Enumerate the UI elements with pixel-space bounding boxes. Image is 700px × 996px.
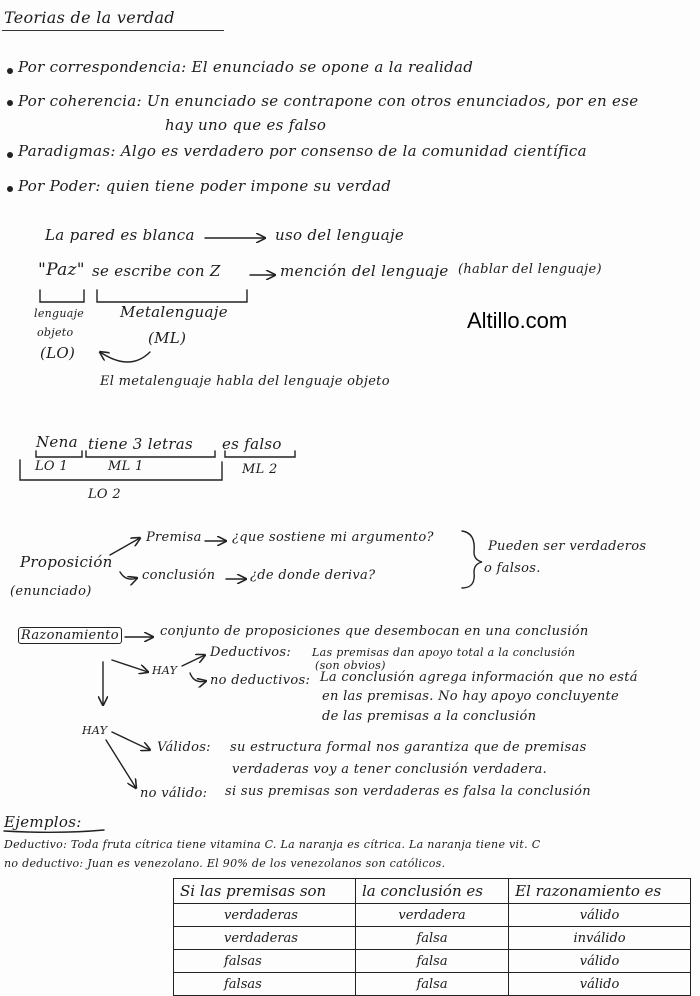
invalid-text: si sus premisas son verdaderas es falsa la conclusión — [225, 784, 591, 799]
level-ml2: ML 2 — [242, 462, 278, 477]
arrow-icon — [112, 660, 148, 672]
nondeductive-label: no deductivos: — [210, 673, 311, 688]
brace — [462, 531, 482, 588]
table-cell: verdaderas — [174, 927, 356, 950]
premise-label: Premisa — [146, 530, 202, 545]
arrow-icon — [120, 572, 137, 579]
theory-label: Por Poder: — [18, 177, 101, 195]
examples-heading: Ejemplos: — [4, 813, 82, 831]
watermark: Altillo.com — [467, 308, 568, 333]
example-nondeductive: no deductivo: Juan es venezolano. El 90% de los venezolanos son católicos. — [4, 857, 446, 870]
level-word-2: tiene 3 letras — [88, 435, 194, 453]
theory-text: quien tiene poder impone su verdad — [105, 177, 392, 195]
invalid-label: no válido: — [140, 786, 208, 801]
example-mention-quote: "Paz" — [38, 260, 85, 280]
reasoning-label: Razonamiento — [18, 627, 122, 644]
bracket-tiene — [86, 451, 215, 457]
table-header: la conclusión es — [355, 879, 508, 904]
nondeductive-text-3: de las premisas a la conclusión — [322, 709, 537, 724]
table-cell: falsa — [355, 927, 508, 950]
theory-text: Algo es verdadero por consenso de la comunidad científica — [120, 142, 587, 160]
object-language-label: lenguaje — [34, 307, 85, 320]
level-lo2: LO 2 — [88, 487, 121, 502]
hay-label-2: HAY — [82, 724, 108, 737]
valid-text-1: su estructura formal nos garantiza que de premisas — [230, 740, 587, 755]
table-cell: verdaderas — [174, 904, 356, 927]
hay-label-1: HAY — [152, 664, 178, 677]
table-cell: válido — [509, 904, 691, 927]
metalanguage-sentence: El metalenguaje habla del lenguaje objeto — [100, 374, 390, 389]
theory-coherence-line2: hay uno que es falso — [165, 116, 327, 134]
bracket-falso — [225, 451, 295, 457]
example-deductive: Deductivo: Toda fruta cítrica tiene vitamina C. La naranja es cítrica. La naranja tiene vit. C — [4, 838, 541, 851]
level-word-3: es falso — [222, 435, 282, 453]
table-header: Si las premisas son — [174, 879, 356, 904]
conclusion-question: ¿de donde deriva? — [250, 568, 376, 583]
deductive-note: (son obvios) — [315, 659, 386, 672]
level-lo1: LO 1 — [35, 459, 68, 474]
example-mention-sentence: se escribe con Z — [92, 262, 221, 280]
table-cell: válido — [509, 950, 691, 973]
table-cell: inválido — [509, 927, 691, 950]
deductive-text: Las premisas dan apoyo total a la conclusión — [312, 646, 576, 659]
curved-arrow-icon — [100, 352, 150, 362]
level-word-1: Nena — [36, 433, 78, 451]
conclusion-label: conclusión — [142, 568, 216, 583]
reasoning-definition: conjunto de proposiciones que desembocan en una conclusión — [160, 624, 589, 639]
valid-text-2: verdaderas voy a tener conclusión verdadera. — [232, 762, 548, 777]
example-use-sentence: La pared es blanca — [45, 226, 195, 244]
example-mention-label: mención del lenguaje — [280, 262, 449, 280]
arrow-icon — [112, 732, 150, 750]
nondeductive-text-2: en las premisas. No hay apoyo concluyente — [322, 689, 620, 704]
bracket-lo — [40, 290, 84, 302]
theory-text: Un enunciado se contrapone con otros enunciados, por en ese — [146, 92, 639, 110]
theory-label: Por correspondencia: — [18, 58, 187, 76]
theory-label: Por coherencia: — [18, 92, 142, 110]
theory-text: El enunciado se opone a la realidad — [191, 58, 474, 76]
table-header: El razonamiento es — [509, 879, 691, 904]
arrow-icon — [182, 655, 205, 666]
bracket-nena — [36, 451, 82, 457]
bracket-ml — [97, 290, 247, 302]
bracket-lo2 — [20, 460, 222, 480]
table-cell: falsa — [355, 973, 508, 996]
object-language-label-2: objeto — [37, 326, 74, 339]
nondeductive-text-1: La conclusión agrega información que no está — [320, 670, 638, 685]
metalanguage-label: Metalenguaje — [120, 303, 228, 321]
table-cell: verdadera — [355, 904, 508, 927]
table-cell: falsa — [355, 950, 508, 973]
examples-underline — [4, 830, 104, 832]
arrow-icon — [106, 740, 136, 788]
table-cell: falsas — [174, 973, 356, 996]
arrow-icon — [110, 538, 140, 555]
truth-note-2: o falsos. — [484, 561, 541, 576]
table-cell: válido — [509, 973, 691, 996]
table-cell: falsas — [174, 950, 356, 973]
arrow-icon — [190, 673, 206, 682]
proposition-label: Proposición — [20, 553, 113, 571]
premise-question: ¿que sostiene mi argumento? — [232, 530, 434, 545]
deductive-label: Deductivos: — [210, 645, 291, 660]
truth-note-1: Pueden ser verdaderos — [488, 539, 647, 554]
object-language-abbr: (LO) — [40, 344, 76, 362]
theory-label: Paradigmas: — [18, 142, 116, 160]
proposition-sublabel: (enunciado) — [10, 584, 92, 599]
example-use-label: uso del lenguaje — [275, 226, 405, 244]
level-ml1: ML 1 — [108, 459, 144, 474]
metalanguage-abbr: (ML) — [148, 329, 187, 347]
valid-label: Válidos: — [157, 740, 211, 755]
page-title: Teorias de la verdad — [4, 8, 175, 27]
example-mention-note: (hablar del lenguaje) — [458, 262, 602, 277]
